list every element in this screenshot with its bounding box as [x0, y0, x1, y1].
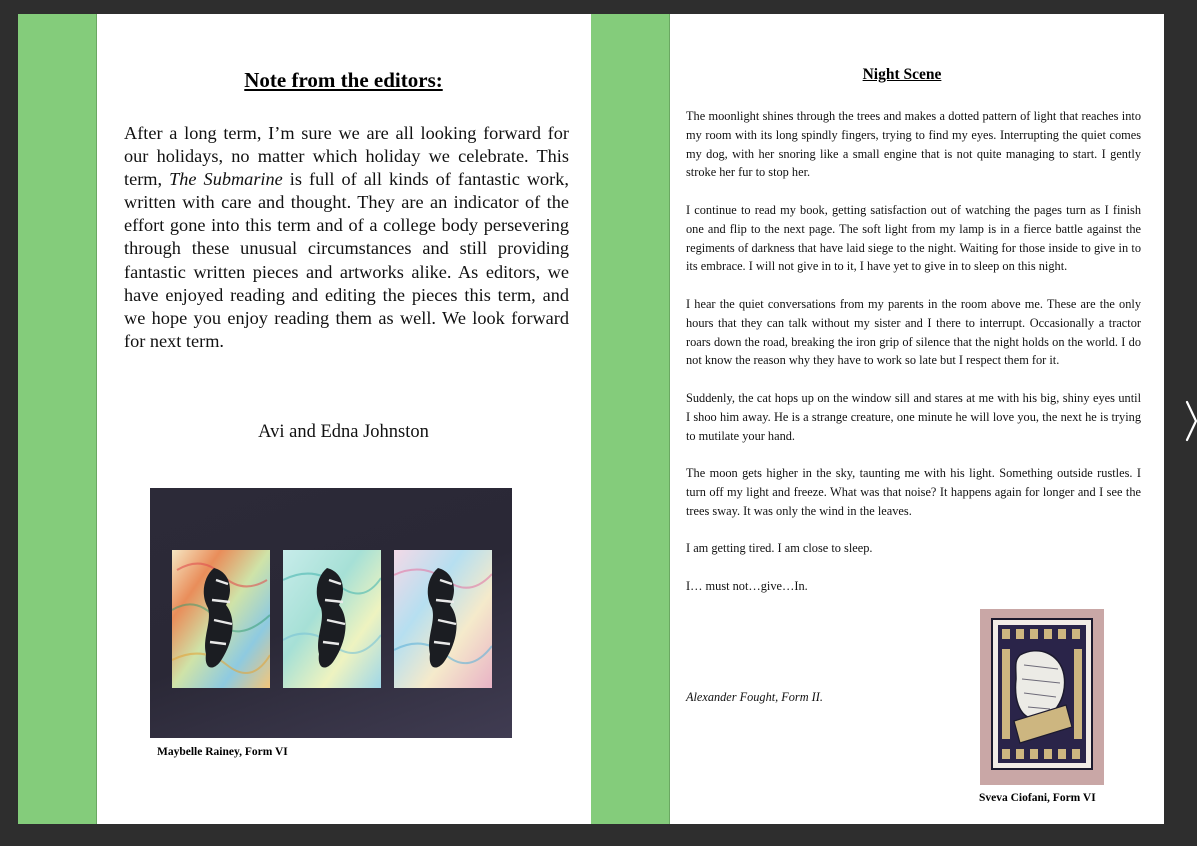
- story-paragraph: The moon gets higher in the sky, taunting me with his light. Something outside rustles. I turn off my light and freeze. What was that noise? It happens again for longer and I see the trees sway. It was only the wind in the leaves.: [686, 466, 1141, 518]
- artwork-caption: Sveva Ciofani, Form VI: [979, 792, 1096, 804]
- story-paragraph: The moonlight shines through the trees and makes a dotted pattern of light that reaches into my room with its long spindly fingers, trying to find my eyes. Interrupting the quiet comes my dog, with her snoring like a small engine that is not quite managing to start. I gently stroke her fur to stop her.: [686, 109, 1141, 180]
- story-title: Night Scene: [862, 66, 942, 83]
- artwork-panel: [283, 550, 381, 688]
- artwork-panel: [172, 550, 270, 688]
- artwork-panel: [394, 550, 492, 688]
- story-page: [591, 14, 1164, 824]
- story-body: [686, 107, 1141, 615]
- marbled-print-artwork: [150, 488, 512, 738]
- page-side-stripe: [591, 14, 670, 824]
- artwork-caption: Maybelle Rainey, Form VI: [157, 746, 288, 758]
- page-side-stripe: [18, 14, 97, 824]
- editors-note-body: [124, 122, 569, 353]
- story-paragraph: I hear the quiet conversations from my parents in the room above me. These are the only hours that they can talk without my sister and I there to interrupt. Occasionally a tractor roars down the road, breaking the iron grip of silence that the night holds on the world. I do not know the reason why they have to work so late but I respect them for it.: [686, 296, 1141, 368]
- linocut-print-image: [980, 609, 1104, 785]
- chevron-right-icon: [1184, 398, 1197, 444]
- linocut-print-artwork: [980, 609, 1104, 785]
- editors-signature: Avi and Edna Johnston: [258, 422, 429, 442]
- magazine-title: The Submarine: [169, 169, 283, 190]
- editors-note-text-start: After a long term, I’m sure we are all looking forward for our holidays, no matter which holiday we celebrate. This term,: [124, 123, 569, 190]
- story-paragraph: I am getting tired. I am close to sleep.: [686, 541, 873, 556]
- story-paragraph: I continue to read my book, getting satisfaction out of watching the pages turn as I finish one and flip to the next page. The soft light from my lamp is in a fierce battle against the regiments of darkness that have laid siege to the night. Waiting for those inside to give in to its embrace. I will not give in to it, I have yet to give in to sleep on this night.: [686, 202, 1141, 274]
- editors-note-page: [18, 14, 591, 824]
- next-page-button[interactable]: [1184, 398, 1197, 444]
- editors-note-text-end: is full of all kinds of fantastic work, written with care and thought. They are an indicator of the effort gone into this term and of a college body persevering through these unusual circumstances and still providing fantastic written pieces and artworks alike. As editors, we have enjoyed reading and editing the pieces this term, and we hope you enjoy reading them as well. We look forward for next term.: [124, 169, 569, 351]
- story-author: Alexander Fought, Form II.: [686, 690, 823, 704]
- story-paragraph: I… must not…give…In.: [686, 578, 808, 593]
- editors-note-title: Note from the editors:: [244, 68, 443, 92]
- story-paragraph: Suddenly, the cat hops up on the window sill and stares at me with his big, shiny eyes until I shoo him away. He is a strange creature, one minute he will love you, the next he is trying to mutilate your hand.: [686, 390, 1141, 443]
